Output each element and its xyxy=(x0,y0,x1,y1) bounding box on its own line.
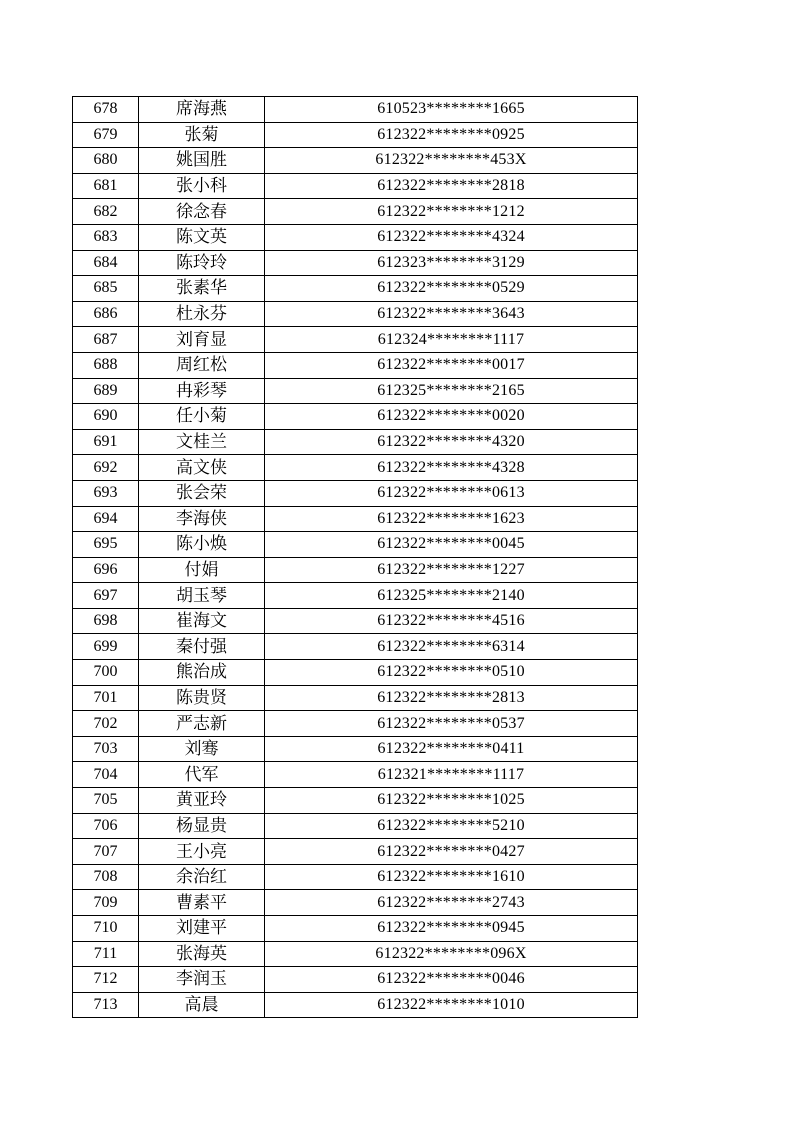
table-row xyxy=(73,992,638,1018)
table-row xyxy=(73,455,638,481)
id-number: 612322********2813 xyxy=(265,685,638,711)
row-number: 713 xyxy=(73,992,139,1018)
id-number: 612322********0017 xyxy=(265,352,638,378)
person-name: 徐念春 xyxy=(139,199,265,225)
table-row xyxy=(73,839,638,865)
person-name: 熊治成 xyxy=(139,660,265,686)
id-number: 612322********0427 xyxy=(265,839,638,865)
id-number: 612321********1117 xyxy=(265,762,638,788)
row-number: 701 xyxy=(73,685,139,711)
row-number: 710 xyxy=(73,916,139,942)
table-row xyxy=(73,327,638,353)
id-number: 612322********0510 xyxy=(265,660,638,686)
person-name: 任小菊 xyxy=(139,404,265,430)
row-number: 700 xyxy=(73,660,139,686)
id-number: 612322********0411 xyxy=(265,736,638,762)
table-row xyxy=(73,967,638,993)
table-row xyxy=(73,557,638,583)
row-number: 693 xyxy=(73,480,139,506)
row-number: 707 xyxy=(73,839,139,865)
person-name: 严志新 xyxy=(139,711,265,737)
person-name: 曹素平 xyxy=(139,890,265,916)
person-name: 李润玉 xyxy=(139,967,265,993)
id-number: 612322********2818 xyxy=(265,173,638,199)
person-name: 刘建平 xyxy=(139,916,265,942)
row-number: 698 xyxy=(73,608,139,634)
row-number: 688 xyxy=(73,352,139,378)
table-row xyxy=(73,660,638,686)
row-number: 708 xyxy=(73,864,139,890)
person-name: 张菊 xyxy=(139,122,265,148)
id-number: 612322********1212 xyxy=(265,199,638,225)
row-number: 706 xyxy=(73,813,139,839)
row-number: 682 xyxy=(73,199,139,225)
person-name: 崔海文 xyxy=(139,608,265,634)
id-number: 612322********0537 xyxy=(265,711,638,737)
table-row xyxy=(73,199,638,225)
table-row xyxy=(73,685,638,711)
table-row xyxy=(73,736,638,762)
id-number: 612325********2140 xyxy=(265,583,638,609)
person-name: 张小科 xyxy=(139,173,265,199)
id-number: 610523********1665 xyxy=(265,97,638,123)
table-row xyxy=(73,532,638,558)
person-name: 刘骞 xyxy=(139,736,265,762)
row-number: 702 xyxy=(73,711,139,737)
row-number: 690 xyxy=(73,404,139,430)
id-number: 612322********0529 xyxy=(265,276,638,302)
table-row xyxy=(73,916,638,942)
roster-body xyxy=(73,97,638,1018)
table-row xyxy=(73,788,638,814)
roster-table xyxy=(72,96,638,1018)
id-number: 612322********1623 xyxy=(265,506,638,532)
person-name: 李海侠 xyxy=(139,506,265,532)
table-row xyxy=(73,941,638,967)
row-number: 683 xyxy=(73,224,139,250)
table-row xyxy=(73,122,638,148)
id-number: 612322********0020 xyxy=(265,404,638,430)
id-number: 612322********6314 xyxy=(265,634,638,660)
id-number: 612322********0925 xyxy=(265,122,638,148)
person-name: 席海燕 xyxy=(139,97,265,123)
person-name: 高文侠 xyxy=(139,455,265,481)
row-number: 686 xyxy=(73,301,139,327)
person-name: 刘育显 xyxy=(139,327,265,353)
table-row xyxy=(73,352,638,378)
id-number: 612322********2743 xyxy=(265,890,638,916)
id-number: 612322********0046 xyxy=(265,967,638,993)
row-number: 679 xyxy=(73,122,139,148)
person-name: 陈文英 xyxy=(139,224,265,250)
person-name: 姚国胜 xyxy=(139,148,265,174)
person-name: 杜永芬 xyxy=(139,301,265,327)
id-number: 612322********0945 xyxy=(265,916,638,942)
id-number: 612322********4328 xyxy=(265,455,638,481)
table-row xyxy=(73,97,638,123)
id-number: 612322********0045 xyxy=(265,532,638,558)
row-number: 684 xyxy=(73,250,139,276)
id-number: 612322********3643 xyxy=(265,301,638,327)
person-name: 代军 xyxy=(139,762,265,788)
row-number: 689 xyxy=(73,378,139,404)
table-row xyxy=(73,250,638,276)
person-name: 文桂兰 xyxy=(139,429,265,455)
row-number: 691 xyxy=(73,429,139,455)
table-row xyxy=(73,864,638,890)
table-row xyxy=(73,634,638,660)
person-name: 杨显贵 xyxy=(139,813,265,839)
person-name: 陈小焕 xyxy=(139,532,265,558)
row-number: 704 xyxy=(73,762,139,788)
row-number: 696 xyxy=(73,557,139,583)
row-number: 687 xyxy=(73,327,139,353)
person-name: 黄亚玲 xyxy=(139,788,265,814)
person-name: 胡玉琴 xyxy=(139,583,265,609)
id-number: 612322********096X xyxy=(265,941,638,967)
table-row xyxy=(73,506,638,532)
person-name: 张海英 xyxy=(139,941,265,967)
id-number: 612322********4324 xyxy=(265,224,638,250)
person-name: 余治红 xyxy=(139,864,265,890)
table-row xyxy=(73,583,638,609)
person-name: 张会荣 xyxy=(139,480,265,506)
person-name: 付娟 xyxy=(139,557,265,583)
row-number: 711 xyxy=(73,941,139,967)
row-number: 699 xyxy=(73,634,139,660)
person-name: 陈贵贤 xyxy=(139,685,265,711)
table-row xyxy=(73,711,638,737)
id-number: 612322********1010 xyxy=(265,992,638,1018)
id-number: 612322********0613 xyxy=(265,480,638,506)
person-name: 张素华 xyxy=(139,276,265,302)
table-row xyxy=(73,378,638,404)
table-row xyxy=(73,301,638,327)
row-number: 685 xyxy=(73,276,139,302)
row-number: 703 xyxy=(73,736,139,762)
row-number: 681 xyxy=(73,173,139,199)
id-number: 612322********1610 xyxy=(265,864,638,890)
table-row xyxy=(73,762,638,788)
person-name: 周红松 xyxy=(139,352,265,378)
table-row xyxy=(73,480,638,506)
row-number: 697 xyxy=(73,583,139,609)
row-number: 692 xyxy=(73,455,139,481)
row-number: 709 xyxy=(73,890,139,916)
table-row xyxy=(73,173,638,199)
id-number: 612322********5210 xyxy=(265,813,638,839)
table-row xyxy=(73,813,638,839)
table-row xyxy=(73,276,638,302)
table-row xyxy=(73,148,638,174)
person-name: 秦付强 xyxy=(139,634,265,660)
table-row xyxy=(73,890,638,916)
row-number: 680 xyxy=(73,148,139,174)
id-number: 612322********1025 xyxy=(265,788,638,814)
row-number: 705 xyxy=(73,788,139,814)
row-number: 694 xyxy=(73,506,139,532)
person-name: 陈玲玲 xyxy=(139,250,265,276)
row-number: 712 xyxy=(73,967,139,993)
id-number: 612324********1117 xyxy=(265,327,638,353)
table-row xyxy=(73,404,638,430)
table-row xyxy=(73,429,638,455)
table-row xyxy=(73,224,638,250)
id-number: 612322********453X xyxy=(265,148,638,174)
row-number: 678 xyxy=(73,97,139,123)
person-name: 高晨 xyxy=(139,992,265,1018)
table-row xyxy=(73,608,638,634)
id-number: 612322********1227 xyxy=(265,557,638,583)
id-number: 612322********4320 xyxy=(265,429,638,455)
id-number: 612325********2165 xyxy=(265,378,638,404)
id-number: 612322********4516 xyxy=(265,608,638,634)
person-name: 冉彩琴 xyxy=(139,378,265,404)
person-name: 王小亮 xyxy=(139,839,265,865)
row-number: 695 xyxy=(73,532,139,558)
id-number: 612323********3129 xyxy=(265,250,638,276)
